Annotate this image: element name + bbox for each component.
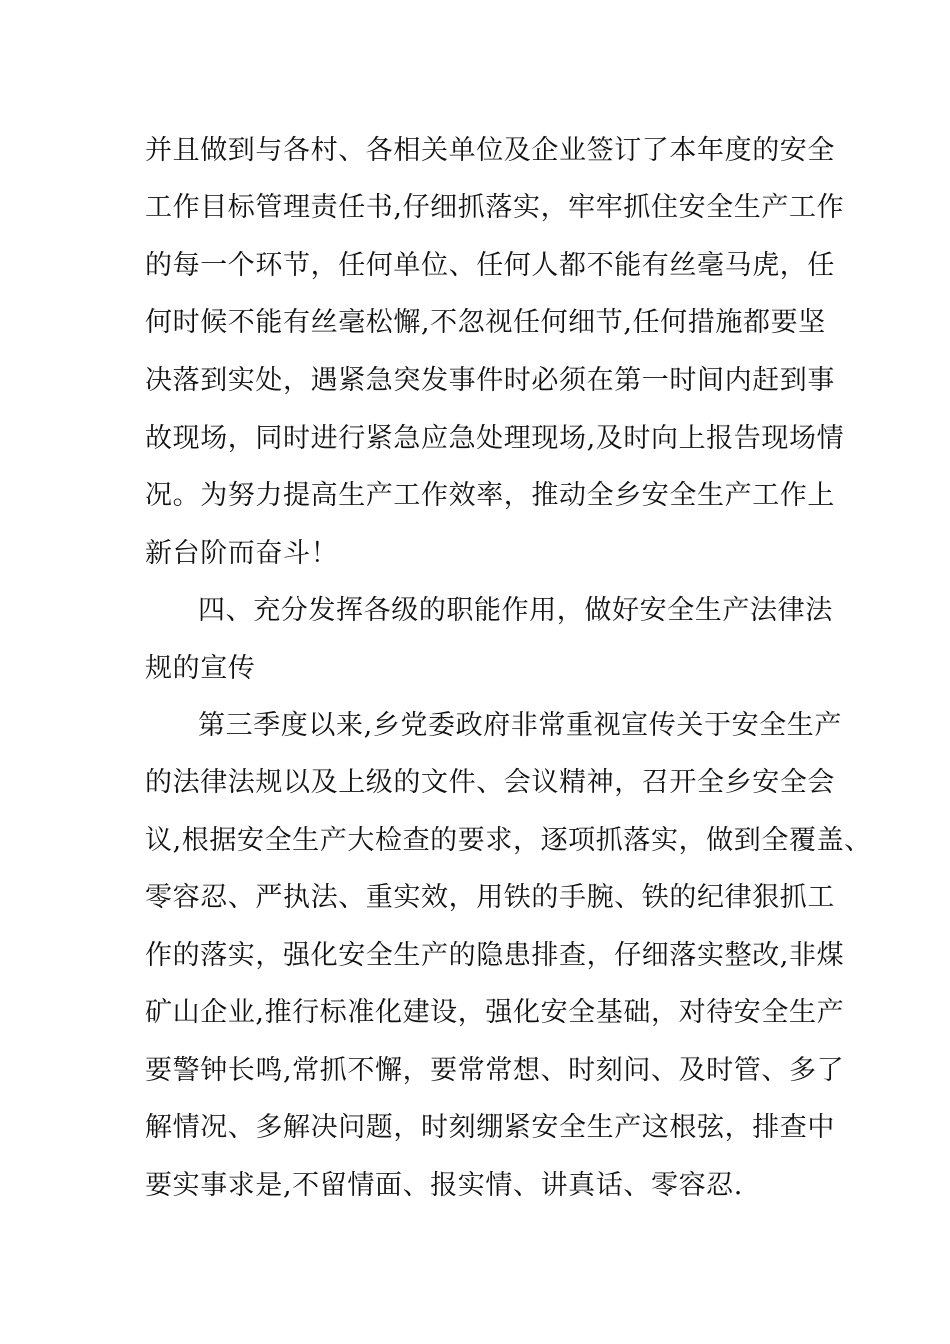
text-line-6: 故现场，同时进行紧急应急处理现场,及时向上报告现场情 <box>145 423 845 454</box>
text-line-5: 决落到实处，遇紧急突发事件时必须在第一时间内赶到事 <box>145 365 835 396</box>
paragraph-line-8: 解情况、多解决问题，时刻绷紧安全生产这根弦，排查中 <box>145 1112 835 1143</box>
text-line-3: 的每一个环节，任何单位、任何人都不能有丝毫马虎，任 <box>145 250 835 281</box>
paragraph-line-7: 要警钟长鸣,常抓不懈，要常常想、时刻问、及时管、多了 <box>145 1055 845 1086</box>
text-line-1: 并且做到与各村、各相关单位及企业签订了本年度的安全 <box>145 135 835 166</box>
text-line-7: 况。为努力提高生产工作效率，推动全乡安全生产工作上 <box>145 480 835 511</box>
paragraph-line-2: 的法律法规以及上级的文件、会议精神，召开全乡安全会 <box>145 767 835 798</box>
paragraph-line-4: 零容忍、严执法、重实效，用铁的手腕、铁的纪律狠抓工 <box>145 882 835 913</box>
section-heading-line-2: 规的宣传 <box>145 653 256 684</box>
paragraph-line-6: 矿山企业,推行标准化建设，强化安全基础，对待安全生产 <box>145 997 845 1028</box>
section-heading-line-1: 四、充分发挥各级的职能作用，做好安全生产法律法 <box>198 595 833 626</box>
text-line-8: 新台阶而奋斗！ <box>145 538 339 569</box>
paragraph-line-9: 要实事求是,不留情面、报实情、讲真话、零容忍. <box>145 1170 743 1201</box>
paragraph-line-3: 议,根据安全生产大检查的要求，逐项抓落实，做到全覆盖、 <box>145 825 872 856</box>
paragraph-line-5: 作的落实，强化安全生产的隐患排查，仔细落实整改,非煤 <box>145 940 845 971</box>
paragraph-line-1: 第三季度以来,乡党委政府非常重视宣传关于安全生产 <box>198 710 842 741</box>
text-line-2: 工作目标管理责任书,仔细抓落实，牢牢抓住安全生产工作 <box>145 192 845 223</box>
text-line-4: 何时候不能有丝毫松懈,不忽视任何细节,任何措施都要坚 <box>145 307 826 338</box>
